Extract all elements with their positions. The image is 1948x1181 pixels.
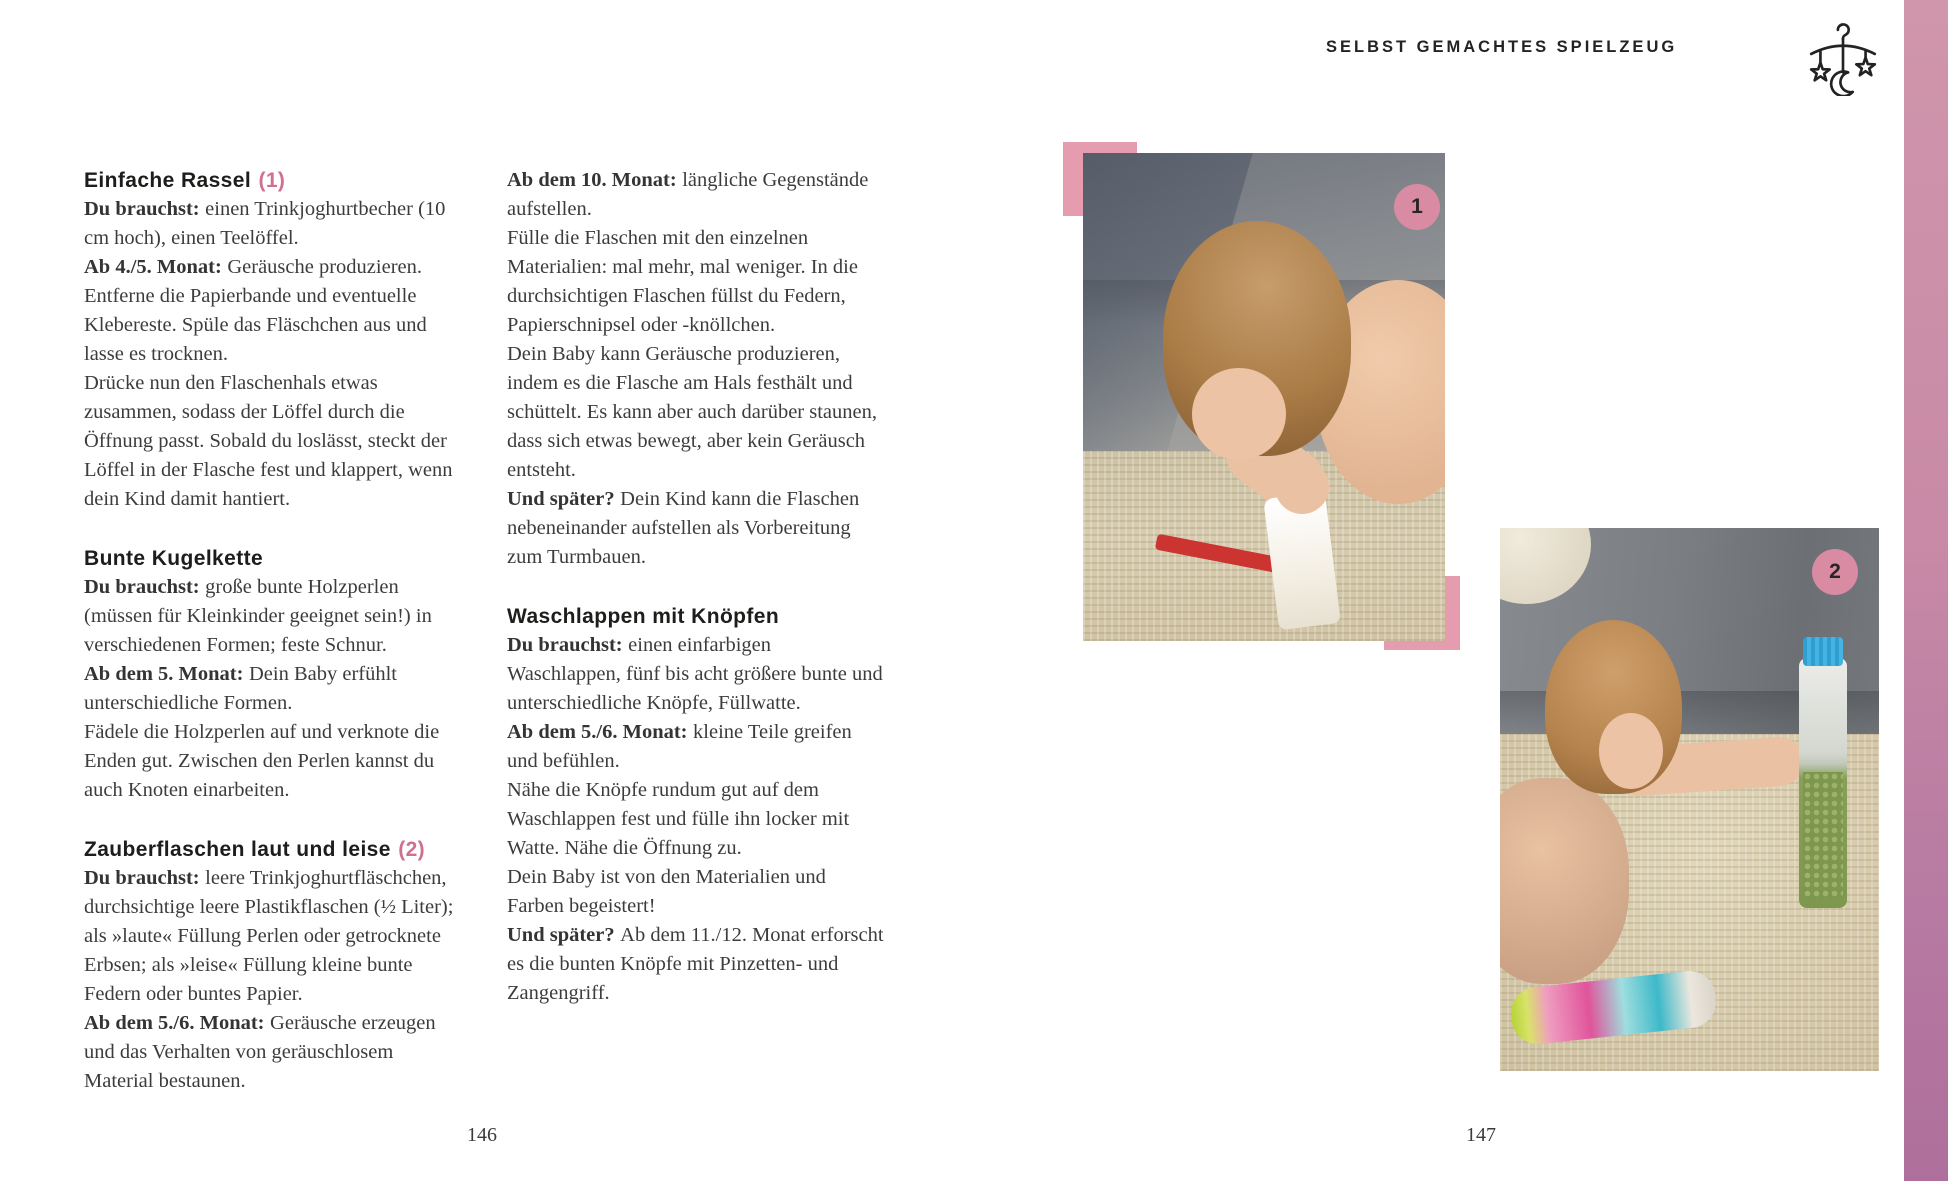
paragraph-text: einen einfarbigen Waschlappen, fünf bis acht größere bunte und unterschiedliche Knöpfe, Füllwatte. [507,634,883,714]
photo1-baby-face [1192,368,1286,461]
paragraph [84,864,464,1009]
paragraph-lead: Du brauchst: [84,867,200,889]
photo-baby-with-rattle-bottle [1083,153,1445,641]
paragraph-lead: Du brauchst: [507,634,623,656]
paragraph-lead: Und später? [507,488,615,510]
paragraph-text: kleine Teile greifen und befühlen. [507,721,852,772]
paragraph [507,863,887,921]
section-zauberflaschen [84,835,464,1096]
paragraph [84,660,464,718]
section-title-text: Waschlappen mit Knöpfen [507,605,780,628]
paragraph [84,195,464,253]
paragraph-text: große bunte Holzperlen (müssen für Kleinkinder geeignet sein!) in verschiedenen Formen; feste Schnur. [84,576,432,656]
photo2-baby-body [1500,778,1629,984]
photo2-pea-filling [1803,772,1843,900]
paragraph-text: Nähe die Knöpfe rundum gut auf dem Waschlappen fest und fülle ihn locker mit Watte. Nähe die Öffnung zu. [507,779,850,859]
paragraph-text: einen Trinkjoghurtbecher (10 cm hoch), einen Teelöffel. [84,198,446,249]
paragraph [84,253,464,282]
page-number-right: 147 [1466,1124,1496,1146]
photo-badge-1: 1 [1394,184,1440,230]
paragraph [84,282,464,369]
section-title-text: Bunte Kugelkette [84,547,264,570]
paragraph-text: Dein Baby erfühlt unterschiedliche Formen. [84,663,397,714]
section-title-text: Zauberflaschen laut und leise [84,838,391,861]
paragraph-lead: Du brauchst: [84,198,200,220]
paragraph-text: Dein Baby ist von den Materialien und Farben begeistert! [507,866,826,917]
paragraph-text: Entferne die Papierbande und eventuelle Klebereste. Spüle das Fläschchen aus und lasse es trocknen. [84,285,427,365]
running-head: SELBST GEMACHTES SPIELZEUG [1326,38,1678,56]
page-edge-gradient-strip [1904,0,1948,1181]
paragraph [507,776,887,863]
paragraph-text: Fädele die Holzperlen auf und verknote die Enden gut. Zwischen den Perlen kannst du auch Knoten einarbeiten. [84,721,440,801]
paragraph [507,485,887,572]
paragraph [507,224,887,340]
section-title [507,602,887,631]
paragraph [507,718,887,776]
paragraph-lead: Ab dem 5./6. Monat: [84,1012,265,1034]
paragraph [507,921,887,1008]
section-title [84,544,464,573]
paragraph-text: Dein Baby kann Geräusche produzieren, indem es die Flasche am Hals festhält und schüttelt. Es kann aber auch darüber staunen, dass sich etwas bewegt, aber kein Geräusch entsteht. [507,343,878,481]
paragraph-text: Geräusche produzieren. [227,256,422,278]
page-number-left: 146 [467,1124,497,1146]
paragraph [507,166,887,224]
section-photo-ref: (1) [258,169,286,192]
paragraph [507,631,887,718]
baby-mobile-icon [1806,16,1880,96]
paragraph-lead: Ab dem 5./6. Monat: [507,721,688,743]
text-column-2 [507,166,887,1008]
paragraph-text: Ab dem 11./12. Monat erforscht es die bunten Knöpfe mit Pinzetten- und Zangengriff. [507,924,884,1004]
section-einfache-rassel [84,166,464,514]
photo2-blue-bottle-cap [1803,637,1843,667]
section-zauberflaschen-continued [507,166,887,572]
photo1-baby-hand [1275,460,1329,514]
section-photo-ref: (2) [398,838,426,861]
paragraph-lead: Ab dem 10. Monat: [507,169,677,191]
section-title [84,166,464,195]
paragraph-lead: Ab dem 5. Monat: [84,663,244,685]
paragraph-lead: Ab 4./5. Monat: [84,256,222,278]
paragraph-text: längliche Gegenstände aufstellen. [507,169,869,220]
paragraph [84,369,464,514]
paragraph-text: Dein Kind kann die Flaschen nebeneinander aufstellen als Vorbereitung zum Turmbauen. [507,488,860,568]
photo-baby-with-magic-bottles [1500,528,1879,1071]
photo-badge-2: 2 [1812,549,1858,595]
paragraph [84,718,464,805]
paragraph [84,1009,464,1096]
paragraph-lead: Und später? [507,924,615,946]
section-title-text: Einfache Rassel [84,169,252,192]
photo2-baby-face [1599,713,1663,789]
paragraph-text: Fülle die Flaschen mit den einzelnen Materialien: mal mehr, mal weniger. In die durchsichtigen Flaschen füllst du Federn, Papierschnipsel oder -knöllchen. [507,227,858,336]
section-waschlappen [507,602,887,1008]
paragraph [507,340,887,485]
section-bunte-kugelkette [84,544,464,805]
section-title [84,835,464,864]
paragraph-text: Drücke nun den Flaschenhals etwas zusammen, sodass der Löffel durch die Öffnung passt. Sobald du loslässt, steckt der Löffel in der Flasche fest und klappert, wenn dein Kind damit hantiert. [84,372,453,510]
text-column-1 [84,166,464,1096]
paragraph-text: leere Trinkjoghurtfläschchen, durchsichtige leere Plastikflaschen (½ Liter); als »laute« Füllung Perlen oder getrocknete Erbsen; als »leise« Füllung kleine bunte Federn oder buntes Papier. [84,867,454,1005]
paragraph-lead: Du brauchst: [84,576,200,598]
paragraph-text: Geräusche erzeugen und das Verhalten von geräuschlosem Material bestaunen. [84,1012,436,1092]
paragraph [84,573,464,660]
